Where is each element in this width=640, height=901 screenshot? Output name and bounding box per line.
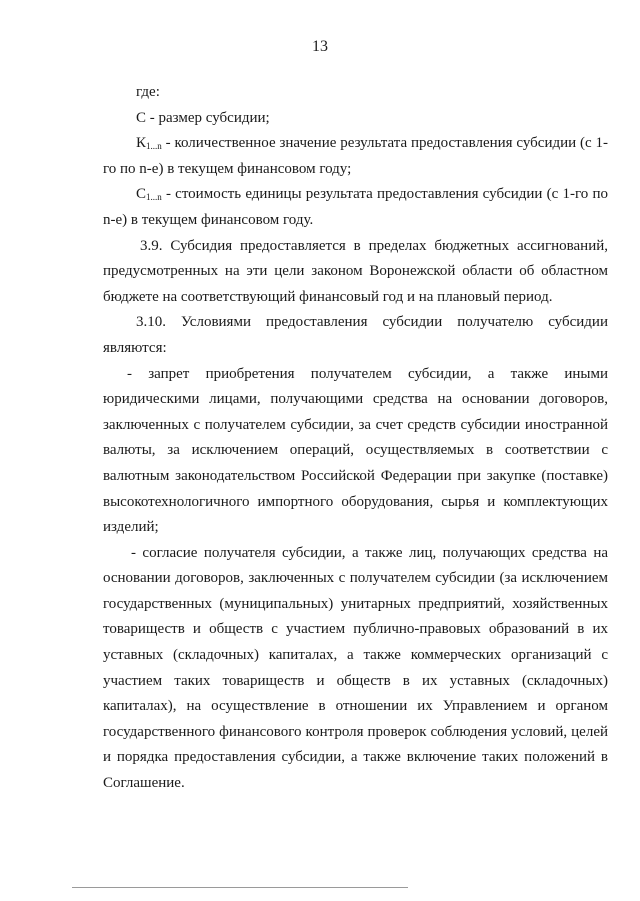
definition-c: С - размер субсидии; [136, 109, 270, 126]
definition-c1 [103, 182, 608, 233]
list-item-audit-consent: - согласие получателя субсидии, а также лиц, получающих средства на основании договоров, заключенных с получателем субсидии (за исключением государственных (муниципальных) унитарных предприятий, хозяйственных товариществ и обществ с участием публично-правовых образований в их уставных (складочных) капиталах, а также коммерческих организаций с участием таких товариществ и обществ в их уставных (складочных) капиталах), на осуществление в отношении их Управлением и органом государственного финансового контроля проверок соблюдения условий, целей и порядка предоставления субсидии, а также включение таких положений в Соглашение. [103, 544, 608, 792]
definition-c1-text: - стоимость единицы результата предоставления субсидии (с 1-го по n-е) в текущем финансовом году. [103, 186, 608, 228]
list-item-currency-ban: - запрет приобретения получателем субсидии, а также иными юридическими лицами, получающими средства на основании договоров, заключенных с получателем субсидии, за счет средств субсидии иностранной валюты, за исключением операций, осуществляемых в соответствии с валютным законодательством Российской Федерации при закупке (поставке) высокотехнологичного импортного оборудования, сырья и комплектующих изделий; [103, 365, 608, 536]
footer-divider [72, 887, 408, 888]
paragraph-3-9: 3.9. Субсидия предоставляется в пределах бюджетных ассигнований, предусмотренных на эти цели законом Воронежской области об областном бюджете на соответствующий финансовый год и на плановый период. [103, 237, 608, 305]
symbol-k: К [136, 135, 147, 152]
document-body [103, 80, 608, 797]
definition-k [103, 131, 608, 182]
paragraph-3-10-intro: 3.10. Условиями предоставления субсидии получателю субсидии являются: [103, 314, 608, 356]
symbol-c1-subscript: 1...n [146, 192, 162, 203]
where-label: где: [136, 84, 160, 100]
symbol-k-subscript: 1...n [146, 141, 162, 152]
page-number: 13 [312, 38, 328, 55]
symbol-c1: С [136, 186, 147, 203]
definition-k-text: - количественное значение результата предоставления субсидии (с 1-го по n-е) в текущем финансовом году; [103, 135, 608, 177]
